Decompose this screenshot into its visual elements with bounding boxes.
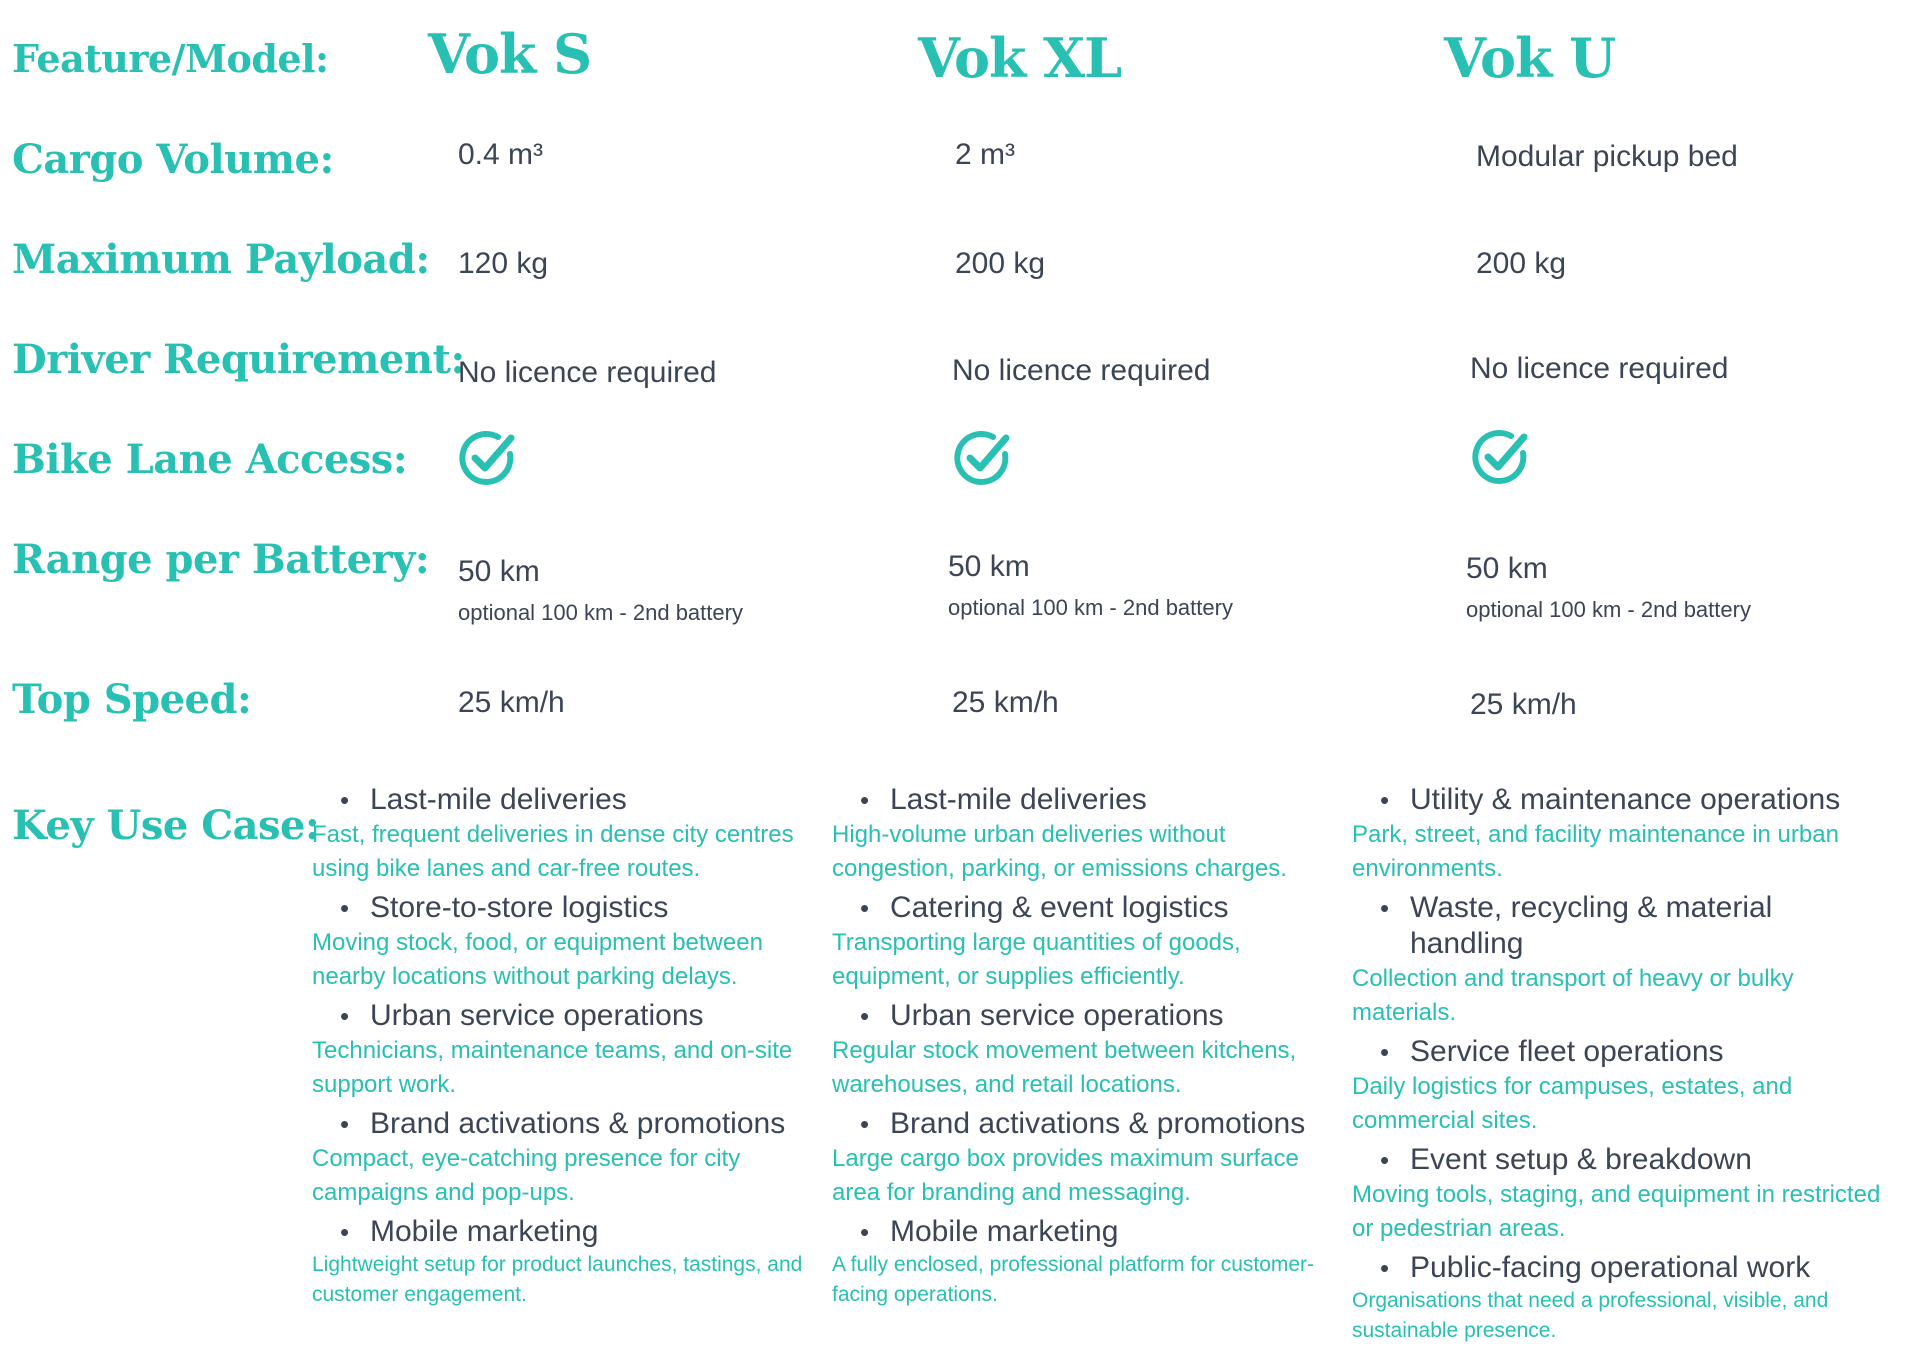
check-icon: [1471, 427, 1531, 487]
list-item-desc: High-volume urban deliveries without congestion, parking, or emissions charges.: [832, 821, 1287, 882]
list-item-desc: Park, street, and facility maintenance in urban environments.: [1352, 821, 1839, 882]
range-vok-s: 50 km: [458, 555, 540, 588]
list-item-desc: Compact, eye-catching presence for city campaigns and pop-ups.: [312, 1145, 741, 1206]
list-item: • Urban service operations: [860, 998, 1342, 1034]
list-item-desc: Technicians, maintenance teams, and on-site support work.: [312, 1037, 793, 1098]
max-payload-label: Maximum Payload:: [12, 236, 430, 283]
check-icon: [953, 428, 1013, 488]
list-item: • Brand activations & promotions: [860, 1106, 1342, 1142]
model-heading-vok-xl: Vok XL: [918, 26, 1122, 90]
list-item: • Mobile marketing: [860, 1214, 1342, 1250]
cargo-volume-vok-u: Modular pickup bed: [1476, 140, 1738, 173]
list-item: • Public-facing operational work: [1380, 1250, 1892, 1286]
model-heading-vok-s: Vok S: [428, 22, 592, 86]
use-cases-vok-u: [1352, 782, 1892, 1350]
speed-vok-u: 25 km/h: [1470, 688, 1577, 721]
list-item-desc: Lightweight setup for product launches, tastings, and customer engagement.: [312, 1253, 803, 1306]
list-item-desc: Organisations that need a professional, visible, and sustainable presence.: [1352, 1289, 1829, 1342]
feature-model-label: Feature/Model:: [12, 36, 329, 81]
list-item-desc: Fast, frequent deliveries in dense city centres using bike lanes and car-free routes.: [312, 821, 794, 882]
use-cases-vok-s: [312, 782, 822, 1314]
list-item-desc: Collection and transport of heavy or bulky materials.: [1352, 965, 1794, 1026]
cargo-volume-vok-xl: 2 m³: [955, 138, 1015, 171]
range-note-vok-xl: optional 100 km - 2nd battery: [948, 595, 1233, 620]
list-item: • Waste, recycling & material handling: [1380, 890, 1892, 962]
list-item-desc: Large cargo box provides maximum surface area for branding and messaging.: [832, 1145, 1299, 1206]
list-item: • Urban service operations: [340, 998, 822, 1034]
range-vok-u: 50 km: [1466, 552, 1548, 585]
use-cases-vok-xl: [832, 782, 1342, 1314]
list-item-desc: Daily logistics for campuses, estates, and commercial sites.: [1352, 1073, 1793, 1134]
list-item: • Brand activations & promotions: [340, 1106, 822, 1142]
payload-vok-xl: 200 kg: [955, 247, 1046, 280]
list-item-desc: Regular stock movement between kitchens, warehouses, and retail locations.: [832, 1037, 1297, 1098]
list-item: • Service fleet operations: [1380, 1034, 1892, 1070]
key-use-case-label: Key Use Case:: [12, 802, 320, 849]
list-item-desc: Moving tools, staging, and equipment in restricted or pedestrian areas.: [1352, 1181, 1881, 1242]
list-item: • Catering & event logistics: [860, 890, 1342, 926]
payload-vok-s: 120 kg: [458, 247, 549, 280]
list-item-desc: Transporting large quantities of goods, equipment, or supplies efficiently.: [832, 929, 1241, 990]
list-item: • Utility & maintenance operations: [1380, 782, 1892, 818]
speed-vok-xl: 25 km/h: [952, 686, 1059, 719]
driver-vok-u: No licence required: [1470, 352, 1729, 385]
list-item: • Last-mile deliveries: [340, 782, 822, 818]
range-vok-xl: 50 km: [948, 550, 1030, 583]
cargo-volume-vok-s: 0.4 m³: [458, 138, 544, 171]
driver-vok-s: No licence required: [458, 356, 717, 389]
range-note-vok-s: optional 100 km - 2nd battery: [458, 600, 743, 625]
range-note-vok-u: optional 100 km - 2nd battery: [1466, 597, 1751, 622]
list-item-desc: A fully enclosed, professional platform for customer-facing operations.: [832, 1253, 1315, 1306]
driver-vok-xl: No licence required: [952, 354, 1211, 387]
bike-lane-access-label: Bike Lane Access:: [12, 436, 408, 483]
payload-vok-u: 200 kg: [1476, 247, 1567, 280]
driver-requirement-label: Driver Requirement:: [12, 336, 465, 383]
list-item: • Last-mile deliveries: [860, 782, 1342, 818]
list-item: • Event setup & breakdown: [1380, 1142, 1892, 1178]
check-icon: [458, 428, 518, 488]
range-per-battery-label: Range per Battery:: [12, 536, 430, 583]
model-heading-vok-u: Vok U: [1444, 26, 1616, 90]
top-speed-label: Top Speed:: [12, 676, 252, 723]
speed-vok-s: 25 km/h: [458, 686, 565, 719]
list-item-desc: Moving stock, food, or equipment between nearby locations without parking delays.: [312, 929, 763, 990]
list-item: • Mobile marketing: [340, 1214, 822, 1250]
list-item: • Store-to-store logistics: [340, 890, 822, 926]
cargo-volume-label: Cargo Volume:: [12, 136, 334, 183]
